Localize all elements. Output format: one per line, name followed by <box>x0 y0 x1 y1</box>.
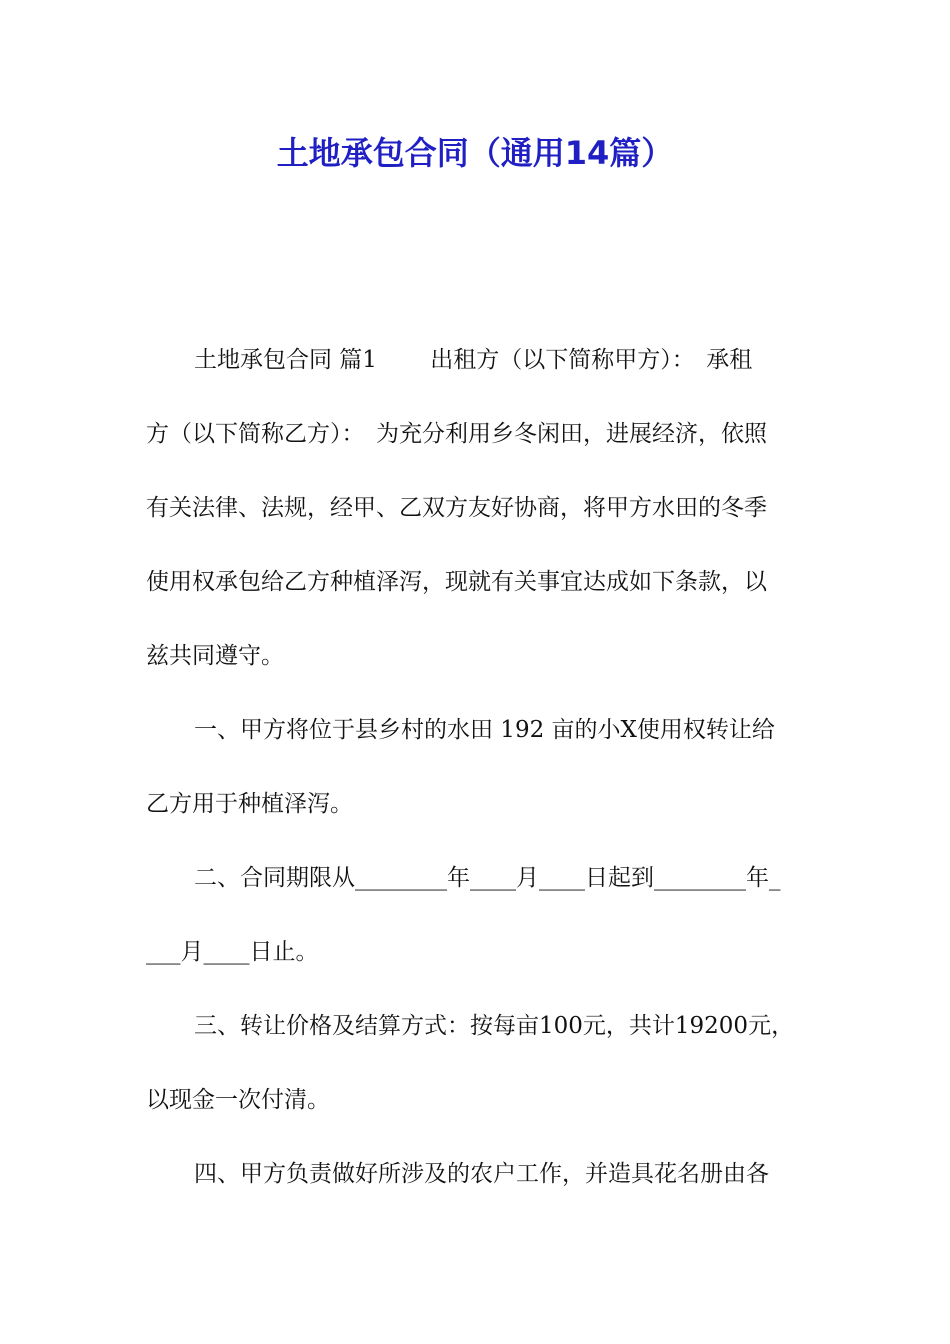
document-title: 土地承包合同（通用14篇） <box>276 134 674 172</box>
paragraph-line: 有关法律、法规，经甲、乙双方友好协商，将甲方水田的冬季 <box>146 495 767 521</box>
paragraph-line: 方（以下简称乙方）： 为充分利用乡冬闲田，进展经济，依照 <box>146 421 767 447</box>
paragraph-line: ___月____日止。 <box>146 939 319 965</box>
paragraph-line: 四、甲方负责做好所涉及的农户工作，并造具花名册由各 <box>194 1161 769 1187</box>
paragraph-line: 乙方用于种植泽泻。 <box>146 791 353 817</box>
document-body <box>146 335 811 1223</box>
paragraph-line: 二、合同期限从________年____月____日起到________年_ <box>194 865 781 891</box>
paragraph-line: 一、甲方将位于县乡村的水田 192 亩的小X使用权转让给 <box>194 717 775 743</box>
paragraph-line: 以现金一次付清。 <box>146 1087 330 1113</box>
paragraph-line: 兹共同遵守。 <box>146 643 284 669</box>
paragraph-line: 三、转让价格及结算方式：按每亩100元，共计19200元， <box>194 1013 795 1039</box>
paragraph-line: 土地承包合同 篇1 出租方（以下简称甲方）： 承租 <box>194 347 753 373</box>
paragraph-line: 使用权承包给乙方种植泽泻，现就有关事宜达成如下条款，以 <box>146 569 767 595</box>
